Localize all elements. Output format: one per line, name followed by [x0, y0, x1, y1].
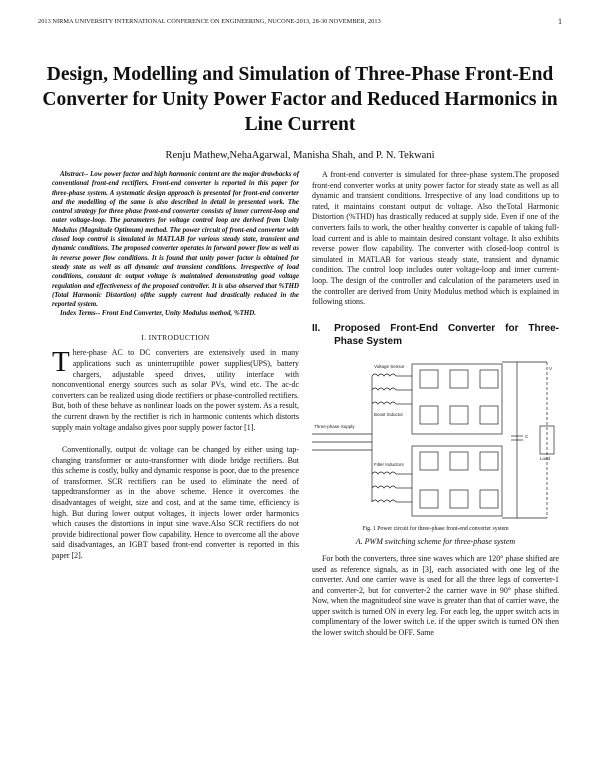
circuit-figure: [312, 356, 559, 521]
page-number: 1: [558, 17, 562, 26]
intro-paragraph-1: [52, 348, 299, 433]
power-circuit-diagram: [312, 356, 559, 521]
intro-paragraph-2: Conventionally, output dc voltage can be changed by either using tap-changing transformer or auto-transformer with diode bridge rectifiers. But this scheme is costly, bulky and dynamic response is poor, due to the presence of transformer. SCR rectifiers can be used to eliminate the need of tappedtransformer as in the above scheme. Hence it overcomes the disadvantages of weight, size and cost, and at the same time, efficiency is high. But during lower output voltages, it injects lower order harmonics which causes the distortions in input sine wave.Also SCR rectifiers do not provide bidirectional power flow capability. Hence to overcome all the above said disadvantages, an IGBT based front-end converter is reported in this paper [2].: [52, 445, 299, 561]
running-header: 2013 NIRMA UNIVERSITY INTERNATIONAL CONFERENCE ON ENGINEERING, NUCONE-2013, 28-30 NOVEMBER, 2013: [38, 18, 381, 25]
label-sensor: Voltage Sensor: [374, 363, 405, 369]
right-column: [312, 170, 559, 639]
label-v: V: [549, 365, 553, 371]
figure-caption: Fig. 1 Power circuit for three-phase front-end converter system: [362, 525, 509, 532]
intro-paragraph-1-text: here-phase AC to DC converters are extensively used in many applications such as uninterruptible power supplies(UPS), battery chargers, adjustable speed drives, utility interface with nonconventional energy sources such as solar PVs, wind etc. The ac-dc converters can be realized using diode rectifiers or phase-controlled rectifiers. But, both of these behave as nonlinear loads on the power system. As a result, the current drawn by the rectifier is rich in harmonic contents which distorts supply main voltage andalso gives poor supply power factor [1].: [52, 348, 299, 432]
label-filter: Filter Inductors: [374, 461, 404, 467]
label-cap: C: [525, 433, 529, 439]
right-paragraph-2: For both the converters, three sine waves which are 120° phase shifted are used as reference signals, as in [3], each associated with one leg of the converter. And one carrier wave is used for all the three legs of converter-1 and converter-2, but for converter-2 the carrier wave in 90° phase shifted. Now, when the magnitudeof sine wave is greater than that of carrier wave, the upper switch is turned ON in every leg. For each leg, the upper switch acts in complimentary of the lower switch i.e. if the upper switch is turned ON then the lower switch should be OFF. Same: [312, 553, 559, 638]
section-heading-proposed: [312, 322, 559, 348]
right-paragraph-1: A front-end converter is simulated for three-phase system.The proposed front-end converter works at unity power factor for steady state as well as all dynamic and transient conditions. Irrespective of any load conditions up to rated, it maintains constant output dc voltage. Also theTotal Harmonic Distortion (%THD) has drastically reduced at supply side. Even if one of the converters fails to work, the other healthy converter is capable of taking full-load current and is able to maintain desired constant voltage. It also exhibits reverse power flow capability. The converter with closed-loop control is simulated in MATLAB for various steady state, transient and dynamic condition. The control loop includes outer voltage-loop and inner current-loop. The design of the controller and calculation of the parameters used in the controller are derived from Unity Modulus method which is explained in following stions.: [312, 170, 559, 307]
subsection-heading: A. PWM switching scheme for three-phase system: [355, 537, 516, 547]
label-boost: Boost Inductor: [374, 411, 404, 417]
abstract: Abstract-- Low power factor and high harmonic content are the major drawbacks of conventional front-end rectifiers. Front-end converter is reported in this paper for three-phase system. A systematic design approach is presented for front-end converter and the modelling of the same is also described in detail in presented work. The control strategy for three phase front-end converter consists of inner current-loop and outer voltage-loop. The parameters for voltage control loop are derived from Unity Modulus (Magnitude Optimum) method. The power circuit of front-end converter with closed loop control is simulated in MATLAB for various steady state, transient and dynamic conditions. The proposed converter operates in forward power flow as well as in reverse power flow conditions. It is found that unity power factor is obtained for steady state as well as all dynamic and transient conditions. Irrespective of load conditions, constant dc output voltage is maintained demonstrating good voltage regulation and effectiveness of the proposed controller. It is also observed that %THD (Total Harmonic Distortion) ofthe supply current had drastically reduced in the reported system.: [52, 171, 299, 309]
left-column: [52, 170, 299, 562]
section-title: Proposed Front-End Converter for Three-Phase System: [334, 322, 559, 347]
section-heading-introduction: I. INTRODUCTION: [141, 332, 210, 342]
paper-title: Design, Modelling and Simulation of Three-Phase Front-End Converter for Unity Power Factor and Reduced Harmonics in Line Current: [42, 64, 558, 135]
index-terms: Index Terms-- Front End Converter, Unity Modulus method, %THD.: [60, 310, 256, 318]
label-supply: Three-phase Supply: [314, 423, 355, 429]
author-list: Renju Mathew,NehaAgarwal, Manisha Shah, and P. N. Tekwani: [165, 150, 435, 161]
label-load: Load: [540, 455, 551, 461]
drop-cap: T: [52, 346, 70, 379]
section-number: II.: [312, 322, 321, 334]
